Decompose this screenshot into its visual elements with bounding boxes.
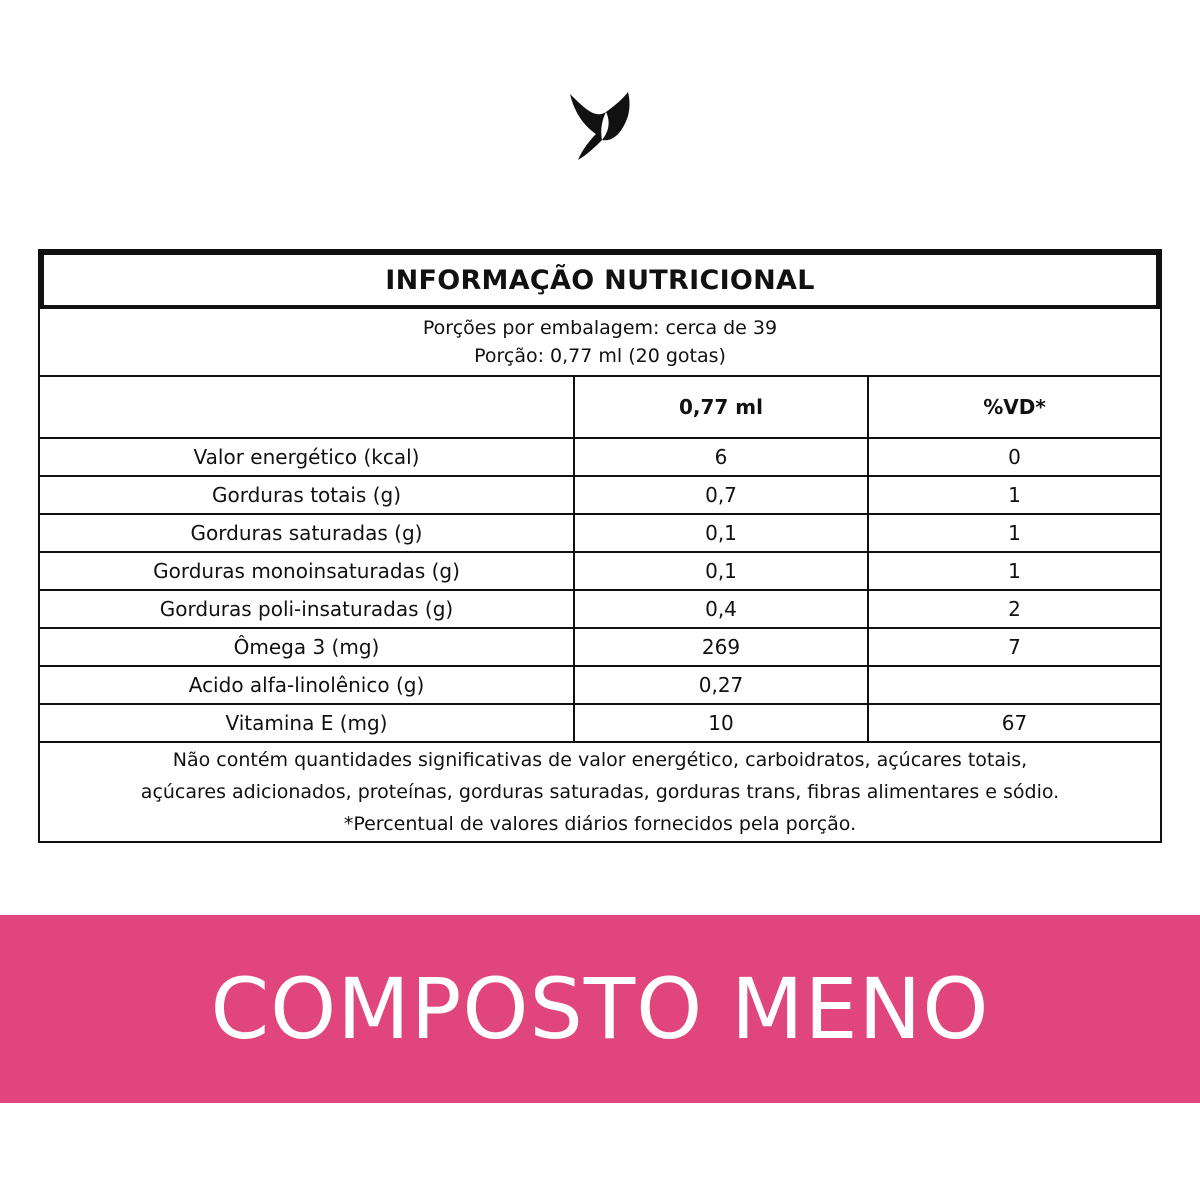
nutrient-name: Valor energético (kcal) (40, 438, 574, 476)
table-row (40, 552, 1160, 590)
column-header-nutrient (40, 377, 574, 438)
nutrient-name: Gorduras monoinsaturadas (g) (40, 552, 574, 590)
nutrient-name: Gorduras totais (g) (40, 476, 574, 514)
nutrition-facts-label (38, 249, 1162, 843)
label-footnote (40, 743, 1160, 841)
nutrient-name: Gorduras poli-insaturadas (g) (40, 590, 574, 628)
nutrient-amount: 10 (574, 704, 868, 742)
nutrient-daily-value: 1 (868, 476, 1160, 514)
footnote-line: açúcares adicionados, proteínas, gorduras saturadas, gorduras trans, fibras alimentares e sódio. (140, 781, 1060, 803)
product-banner (0, 915, 1200, 1103)
nutrition-table (40, 377, 1160, 743)
table-row (40, 628, 1160, 666)
table-header-row (40, 377, 1160, 438)
column-header-amount: 0,77 ml (574, 377, 868, 438)
nutrient-name: Vitamina E (mg) (40, 704, 574, 742)
nutrient-amount: 0,1 (574, 552, 868, 590)
table-row (40, 590, 1160, 628)
serving-info (40, 309, 1160, 377)
nutrient-daily-value (868, 666, 1160, 704)
table-row (40, 438, 1160, 476)
brand-logo-icon (566, 90, 632, 162)
nutrient-daily-value: 1 (868, 514, 1160, 552)
table-row (40, 704, 1160, 742)
footnote-line: Não contém quantidades significativas de valor energético, carboidratos, açúcares totais, (172, 749, 1028, 771)
product-name: COMPOSTO MENO (210, 960, 990, 1058)
nutrient-amount: 269 (574, 628, 868, 666)
nutrient-amount: 0,4 (574, 590, 868, 628)
nutrient-name: Ômega 3 (mg) (40, 628, 574, 666)
nutrient-name: Acido alfa-linolênico (g) (40, 666, 574, 704)
nutrient-amount: 0,1 (574, 514, 868, 552)
nutrient-daily-value: 1 (868, 552, 1160, 590)
nutrient-name: Gorduras saturadas (g) (40, 514, 574, 552)
nutrient-daily-value: 2 (868, 590, 1160, 628)
footnote-line: *Percentual de valores diários fornecidos pela porção. (343, 813, 857, 835)
nutrient-amount: 6 (574, 438, 868, 476)
nutrient-daily-value: 67 (868, 704, 1160, 742)
table-row (40, 666, 1160, 704)
nutrient-amount: 0,7 (574, 476, 868, 514)
column-header-daily-value: %VD* (868, 377, 1160, 438)
table-row (40, 514, 1160, 552)
nutrient-amount: 0,27 (574, 666, 868, 704)
serving-size: Porção: 0,77 ml (20 gotas) (474, 345, 726, 367)
table-row (40, 476, 1160, 514)
nutrient-daily-value: 7 (868, 628, 1160, 666)
servings-per-package: Porções por embalagem: cerca de 39 (422, 317, 778, 339)
nutrient-daily-value: 0 (868, 438, 1160, 476)
label-title: INFORMAÇÃO NUTRICIONAL (40, 251, 1160, 309)
